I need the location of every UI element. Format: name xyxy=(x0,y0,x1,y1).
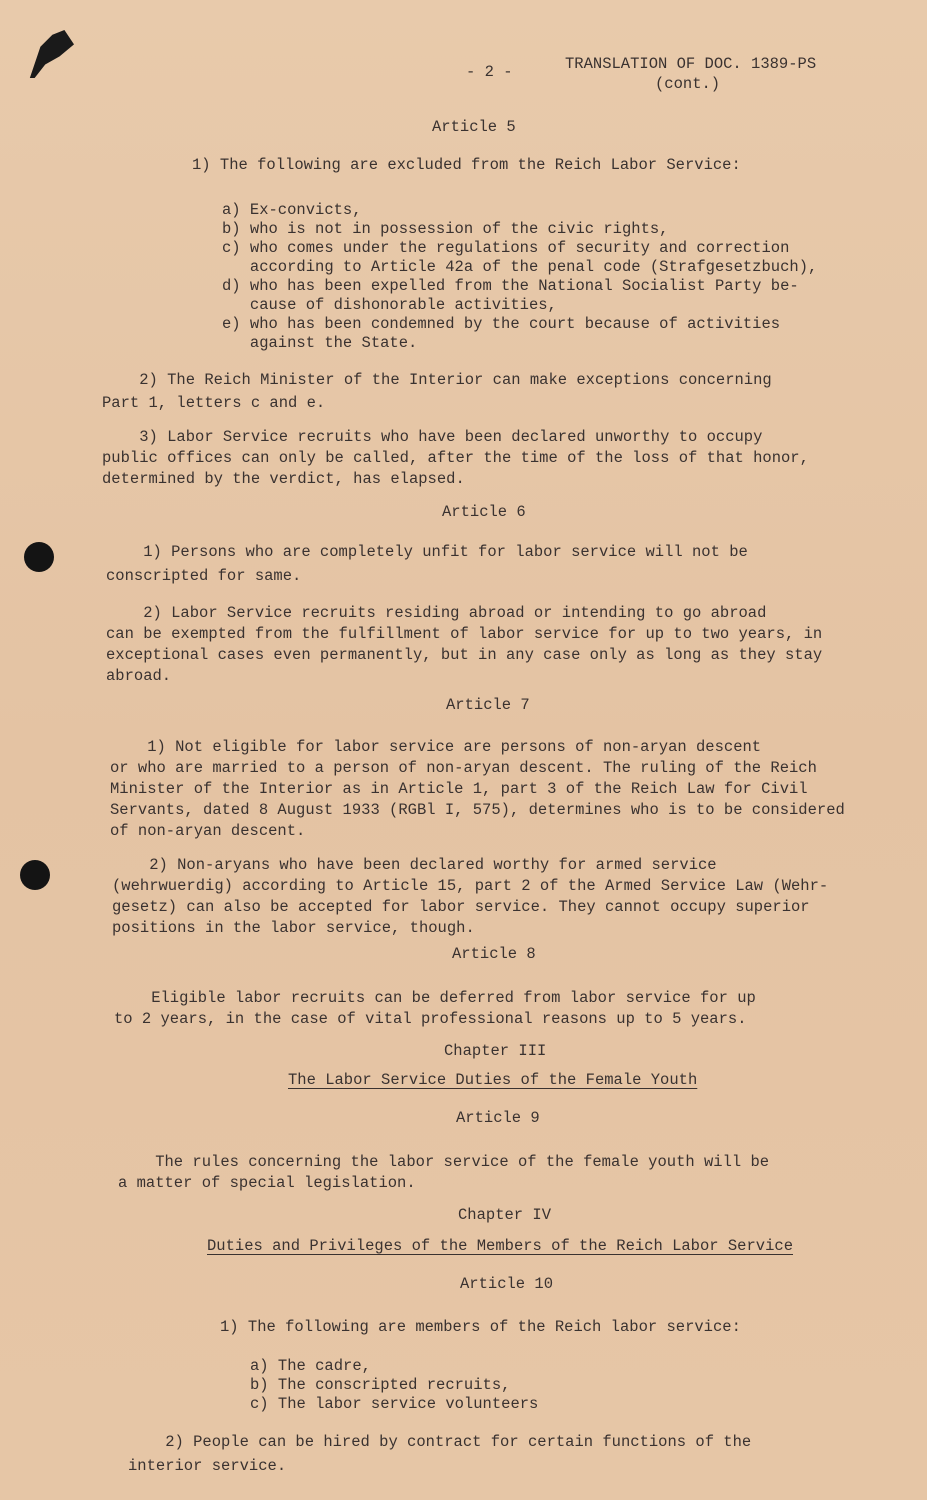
list-item: a) Ex-convicts, xyxy=(222,201,362,219)
paragraph-line: Servants, dated 8 August 1933 (RGBl I, 575), determines who is to be considered xyxy=(110,801,845,819)
article-10-intro: 1) The following are members of the Reich labor service: xyxy=(220,1318,741,1336)
paragraph-line: 2) People can be hired by contract for certain functions of the xyxy=(128,1433,752,1451)
corner-ink-mark xyxy=(26,30,74,78)
paragraph-line: interior service. xyxy=(128,1457,287,1475)
paragraph-line: 2) Non-aryans who have been declared worthy for armed service xyxy=(112,856,717,874)
chapter-4-title: Duties and Privileges of the Members of the Reich Labor Service xyxy=(207,1237,793,1255)
chapter-3-heading: Chapter III xyxy=(444,1042,547,1060)
article-6-heading: Article 6 xyxy=(442,503,526,521)
paragraph-line: can be exempted from the fulfillment of labor service for up to two years, in xyxy=(106,625,823,643)
article-5-heading: Article 5 xyxy=(432,118,516,136)
article-8-heading: Article 8 xyxy=(452,945,536,963)
list-item: a) The cadre, xyxy=(250,1357,371,1375)
page-number: - 2 - xyxy=(466,63,513,81)
paragraph-line: of non-aryan descent. xyxy=(110,822,306,840)
paragraph-line: 2) The Reich Minister of the Interior can make exceptions concerning xyxy=(102,371,772,389)
paragraph-line: conscripted for same. xyxy=(106,567,302,585)
chapter-3-title: The Labor Service Duties of the Female Youth xyxy=(288,1071,698,1089)
list-item: against the State. xyxy=(222,334,418,352)
paragraph-line: determined by the verdict, has elapsed. xyxy=(102,470,465,488)
document-cont: (cont.) xyxy=(655,75,721,93)
paragraph-line: public offices can only be called, after the time of the loss of that honor, xyxy=(102,449,809,467)
paragraph-line: or who are married to a person of non-aryan descent. The ruling of the Reich xyxy=(110,759,817,777)
paragraph-line: abroad. xyxy=(106,667,172,685)
paragraph-line: Part 1, letters c and e. xyxy=(102,394,326,412)
list-item: c) who comes under the regulations of security and correction xyxy=(222,239,790,257)
list-item: cause of dishonorable activities, xyxy=(222,296,557,314)
paragraph-line: (wehrwuerdig) according to Article 15, part 2 of the Armed Service Law (Wehr- xyxy=(112,877,829,895)
paragraph-line: The rules concerning the labor service of the female youth will be xyxy=(118,1153,770,1171)
paragraph-line: exceptional cases even permanently, but in any case only as long as they stay xyxy=(106,646,823,664)
paragraph-line: 1) Not eligible for labor service are persons of non-aryan descent xyxy=(110,738,762,756)
punch-hole-lower xyxy=(20,860,50,890)
list-item: e) who has been condemned by the court because of activities xyxy=(222,315,781,333)
article-9-heading: Article 9 xyxy=(456,1109,540,1127)
article-5-intro: 1) The following are excluded from the Reich Labor Service: xyxy=(192,156,741,174)
document-title: TRANSLATION OF DOC. 1389-PS xyxy=(565,55,817,73)
list-item: according to Article 42a of the penal code (Strafgesetzbuch), xyxy=(222,258,818,276)
paragraph-line: 3) Labor Service recruits who have been declared unworthy to occupy xyxy=(102,428,763,446)
paragraph-line: 2) Labor Service recruits residing abroad or intending to go abroad xyxy=(106,604,767,622)
paragraph-line: Eligible labor recruits can be deferred from labor service for up xyxy=(114,989,756,1007)
list-item: b) who is not in possession of the civic rights, xyxy=(222,220,669,238)
paragraph-line: Minister of the Interior as in Article 1, part 3 of the Reich Law for Civil xyxy=(110,780,808,798)
article-10-heading: Article 10 xyxy=(460,1275,554,1293)
paragraph-line: a matter of special legislation. xyxy=(118,1174,416,1192)
paragraph-line: positions in the labor service, though. xyxy=(112,919,475,937)
chapter-4-heading: Chapter IV xyxy=(458,1206,552,1224)
list-item: b) The conscripted recruits, xyxy=(250,1376,511,1394)
paragraph-line: gesetz) can also be accepted for labor service. They cannot occupy superior xyxy=(112,898,810,916)
article-7-heading: Article 7 xyxy=(446,696,530,714)
list-item: d) who has been expelled from the National Socialist Party be- xyxy=(222,277,799,295)
list-item: c) The labor service volunteers xyxy=(250,1395,539,1413)
punch-hole-upper xyxy=(24,542,54,572)
paragraph-line: to 2 years, in the case of vital professional reasons up to 5 years. xyxy=(114,1010,747,1028)
paragraph-line: 1) Persons who are completely unfit for labor service will not be xyxy=(106,543,748,561)
